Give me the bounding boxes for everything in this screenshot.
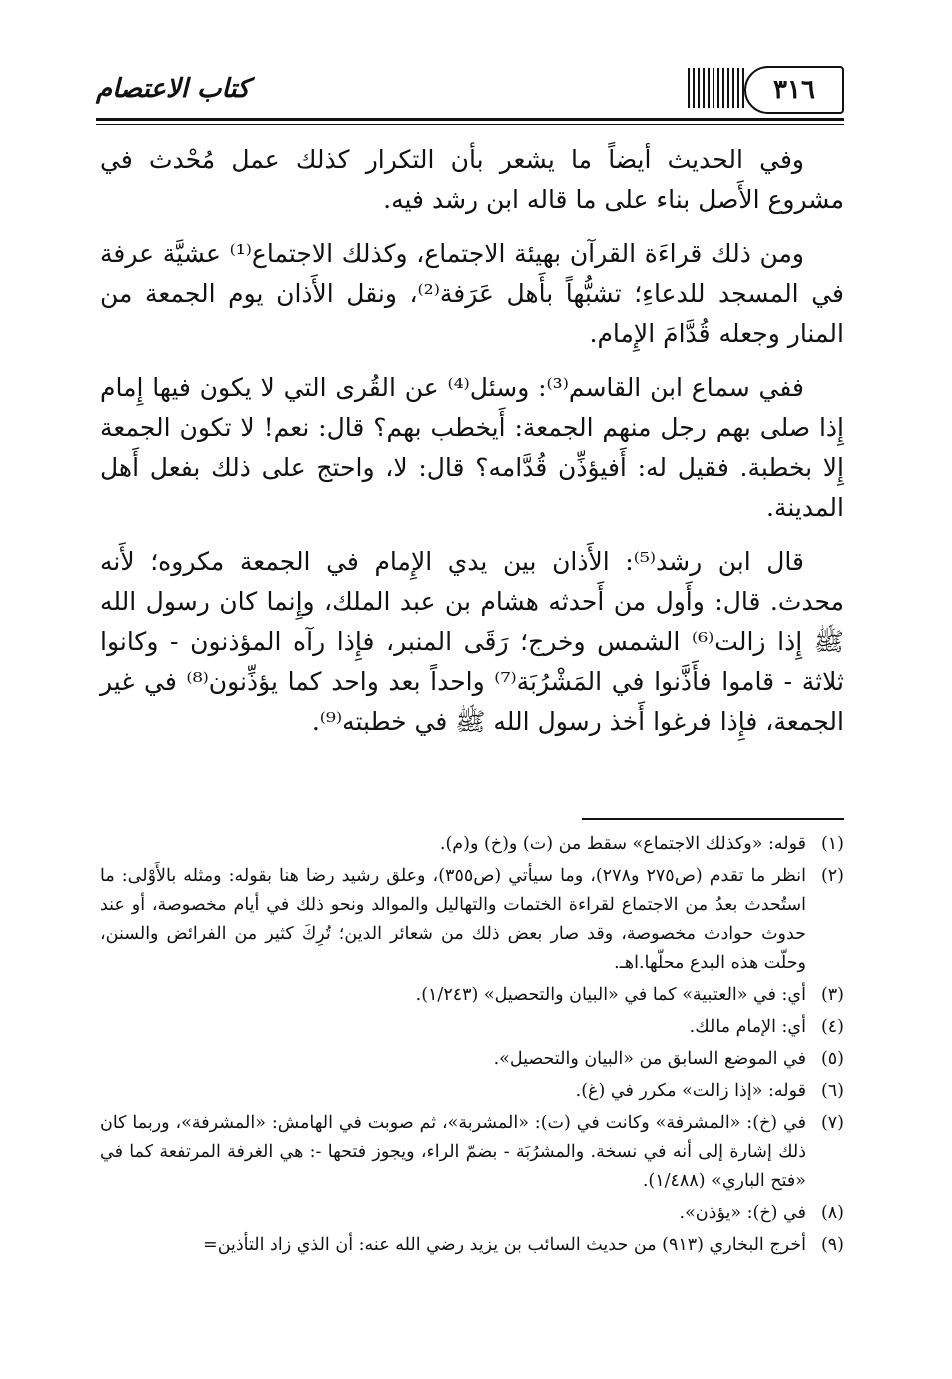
footnote-item <box>100 830 844 859</box>
footnote-number: (٤) <box>820 1017 844 1037</box>
footnote-divider <box>582 818 844 820</box>
footnote-text: أي: الإمام مالك. <box>689 1017 806 1037</box>
footnote-text: قوله: «وكذلك الاجتماع» سقط من (ت) و(خ) و(م). <box>439 834 806 854</box>
footnote-item <box>100 1231 844 1260</box>
footnote-text: في (خ): «يؤذن». <box>679 1203 806 1223</box>
footnote-item <box>100 1013 844 1042</box>
footnote-text: في الموضع السابق من «البيان والتحصيل». <box>493 1049 806 1069</box>
book-title: كتاب الاعتصام <box>96 74 250 104</box>
footnote-item <box>100 1109 844 1196</box>
footnote-number: (٨) <box>820 1203 844 1223</box>
footnote-item <box>100 862 844 978</box>
paragraph: قال ابن رشد⁽⁵⁾: الأَذان بين يدي الإِمام في الجمعة مكروه؛ لأَنه محدث. قال: وأَول من أَحدثه هشام بن عبد الملك، وإِنما كان رسول الله ﷺ إِذا زالت⁽⁶⁾ الشمس وخرج؛ رَقَى المنبر، فإِذا رآه المؤذنون - وكانوا ثلاثة - قاموا فأَذَّنوا في المَشْرُبَة⁽⁷⁾ واحداً بعد واحد كما يؤذِّنون⁽⁸⁾ في غير الجمعة، فإِذا فرغوا أَخذ رسول الله ﷺ في خطبته⁽⁹⁾. <box>100 547 844 736</box>
page-number: ٣١٦ <box>744 66 844 114</box>
footnote-number: (١) <box>820 834 844 854</box>
footnote-item <box>100 981 844 1010</box>
footnote-number: (٧) <box>820 1113 844 1133</box>
footnote-text: أي: في «العتبية» كما في «البيان والتحصيل» (١/٢٤٣). <box>415 985 806 1005</box>
footnote-number: (٩) <box>820 1235 844 1255</box>
footnote-number: (٣) <box>820 985 844 1005</box>
footnote-text: أخرج البخاري (٩١٣) من حديث السائب بن يزيد رضي الله عنه: أن الذي زاد التأذين= <box>203 1235 806 1255</box>
header-rule-thin <box>96 124 844 125</box>
footnotes <box>100 830 844 1263</box>
footnote-number: (٦) <box>820 1081 844 1101</box>
main-text <box>100 140 844 756</box>
paragraph: وفي الحديث أيضاً ما يشعر بأن التكرار كذلك عمل مُحْدث في مشروع الأَصل بناء على ما قاله ابن رشد فيه. <box>100 145 844 214</box>
footnote-item <box>100 1045 844 1074</box>
header-rule <box>96 118 844 121</box>
footnote-text: قوله: «إذا زالت» مكرر في (غ). <box>575 1081 806 1101</box>
footnote-text: في (خ): «المشرفة» وكانت في (ت): «المشربة»، ثم صوبت في الهامش: «المشرفة»، وربما كان ذلك إشارة إلى أنه في نسخة. والمشرُبَة - بضمّ الراء، ويجوز فتحها -: هي الغرفة المرتفعة كما في «فتح الباري» (١/٤٨٨). <box>100 1113 806 1191</box>
footnote-text: انظر ما تقدم (ص٢٧٥ و٢٧٨)، وما سيأتي (ص٣٥٥)، وعلق رشيد رضا هنا بقوله: ومثله بالأَوْلى: ما استُحدث بعدُ من الاجتماع لقراءة الختمات والتهاليل والموالد ونحو ذلك في أيام مخصوصة، أو عند حدوث حوادث مخصوصة، وقد صار بعض ذلك من شعائر الدين؛ تُرِكَ كثير من الفرائض والسنن، وحلّت هذه البدع محلّها.اهـ. <box>100 866 807 973</box>
page-header <box>96 66 844 120</box>
footnote-item <box>100 1077 844 1106</box>
footnote-number: (٥) <box>820 1049 844 1069</box>
paragraph: ومن ذلك قراءَة القرآن بهيئة الاجتماع، وكذلك الاجتماع⁽¹⁾ عشيَّة عرفة في المسجد للدعاءِ؛ تشبُّهاً بأَهل عَرَفة⁽²⁾، ونقل الأَذان يوم الجمعة من المنار وجعله قُدَّامَ الإِمام. <box>100 239 844 348</box>
paragraph: ففي سماع ابن القاسم⁽³⁾: وسئل⁽⁴⁾ عن القُرى التي لا يكون فيها إِمام إِذا صلى بهم رجل منهم الجمعة: أَيخطب بهم؟ قال: نعم! لا تكون الجمعة إِلا بخطبة. فقيل له: أَفيؤذِّن قُدَّامه؟ قال: لا، واحتج على ذلك بفعل أَهل المدينة. <box>100 373 844 522</box>
footnote-number: (٢) <box>820 866 844 886</box>
header-ornament <box>688 68 744 108</box>
footnote-item <box>100 1199 844 1228</box>
